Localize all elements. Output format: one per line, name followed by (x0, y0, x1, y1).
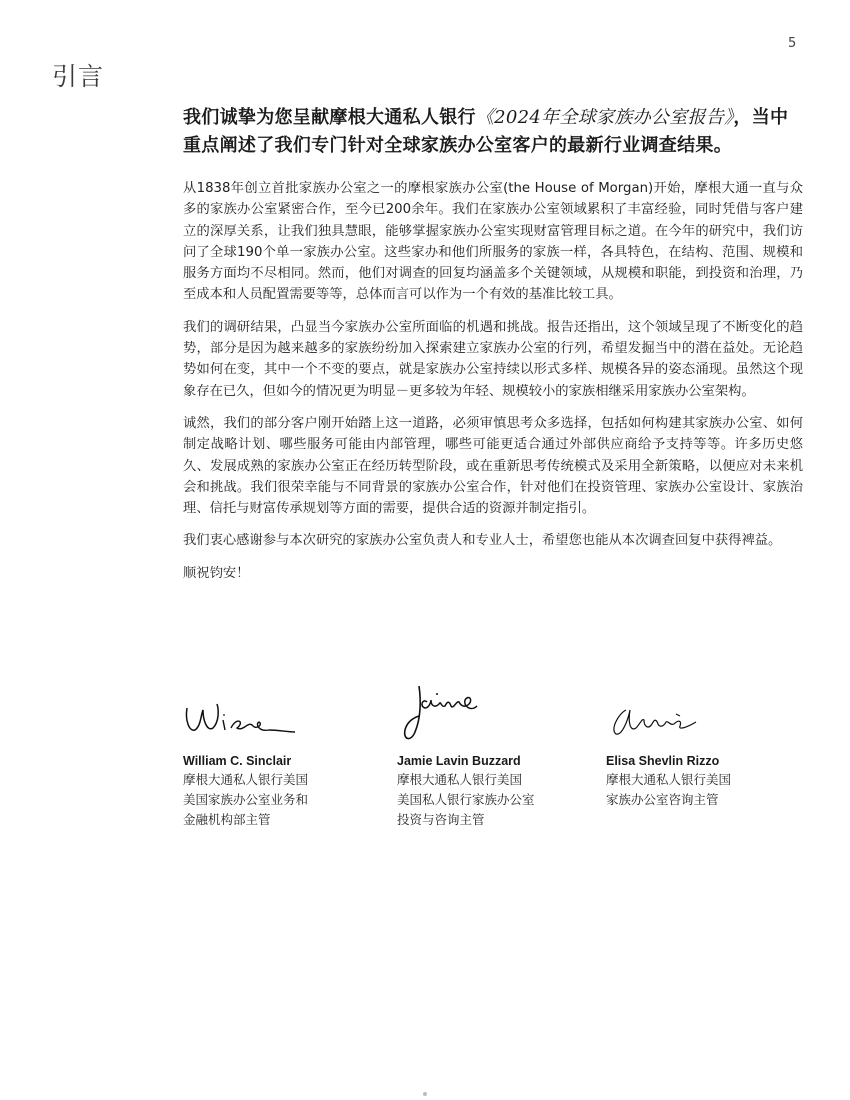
signatory-title-line: 家族办公室咨询主管 (606, 792, 719, 807)
closing-salutation: 顺祝钧安！ (183, 565, 250, 581)
signatures (183, 680, 783, 840)
signatory-name: Jamie Lavin Buzzard (397, 754, 521, 768)
signatory-title-line: 美国私人银行家族办公室 (397, 792, 535, 807)
lead-suffix: ，当中重点阐述了我们专门针对全球家族办公室客户的最新行业调查结果。 (183, 107, 789, 156)
signatory-title-line: 摩根大通私人银行美国 (606, 772, 732, 787)
section-title: 引言 (52, 61, 105, 91)
signature-jamie-icon (397, 680, 517, 748)
signature-william-icon (183, 680, 303, 748)
paragraph: 从1838年创立首批家族办公室之一的摩根家族办公室(the House of Morgan)开始，摩根大通一直与众多的家族办公室紧密合作，至今已200余年。我们在家族办公室领域累积了丰富经验，同时凭借与客户建立的深厚关系，让我们独具慧眼，能够掌握家族办公室实现财富管理目标之道。在今年的研究中，我们访问了全球190个单一家族办公室。这些家办和他们所服务的家族一样，各具特色，在结构、范围、规模和服务方面均不尽相同。然而，他们对调查的回复均涵盖多个关键领域，从规模和职能，到投资和治理，乃至成本和人员配置需要等等，总体而言可以作为一个有效的基准比较工具。 (183, 181, 803, 303)
signatory-elisa (606, 680, 806, 810)
paragraph: 我们的调研结果，凸显当今家族办公室所面临的机遇和挑战。报告还指出，这个领域呈现了不断变化的趋势，部分是因为越来越多的家族纷纷加入探索建立家族办公室的行列，希望发掘当中的潜在益处。无论趋势如何在变，其中一个不变的要点，就是家族办公室持续以形式多样、规模各异的姿态涌现。虽然这个现象存在已久，但如今的情况更为明显－更多较为年轻、规模较小的家族相继采用家族办公室架构。 (183, 319, 803, 399)
signature-elisa-icon (606, 680, 726, 748)
paragraph: 诚然，我们的部分客户刚开始踏上这一道路，必须审慎思考众多选择，包括如何构建其家族办公室、如何制定战略计划、哪些服务可能由内部管理，哪些可能更适合通过外部供应商给予支持等等。许多历史悠久、发展成熟的家族办公室正在经历转型阶段，或在重新思考传统模式及采用全新策略，以便应对未来机会和挑战。我们很荣幸能与不同背景的家族办公室合作，针对他们在投资管理、家族办公室设计、家族治理、信托与财富传承规划等方面的需要，提供合适的资源并制定指引。 (183, 415, 803, 517)
body-text (183, 178, 803, 595)
signatory-title-line: 美国家族办公室业务和 (183, 792, 309, 807)
lead-paragraph (183, 104, 803, 160)
signatory-jamie (397, 680, 597, 830)
signatory-william (183, 680, 383, 830)
footer-dot (423, 1092, 427, 1096)
signatory-title-line: 摩根大通私人银行美国 (183, 772, 309, 787)
signatory-name: Elisa Shevlin Rizzo (606, 754, 720, 768)
signatory-title-line: 金融机构部主管 (183, 812, 271, 827)
report-title: 《2024年全球家族办公室报告》 (475, 107, 734, 128)
paragraph: 我们衷心感谢参与本次研究的家族办公室负责人和专业人士，希望您也能从本次调查回复中获得裨益。 (183, 533, 782, 549)
signatory-title-line: 摩根大通私人银行美国 (397, 772, 523, 787)
page-number: 5 (788, 36, 797, 51)
signatory-name: William C. Sinclair (183, 754, 292, 768)
lead-prefix: 我们诚挚为您呈献摩根大通私人银行 (183, 107, 476, 128)
signatory-title-line: 投资与咨询主管 (397, 812, 485, 827)
